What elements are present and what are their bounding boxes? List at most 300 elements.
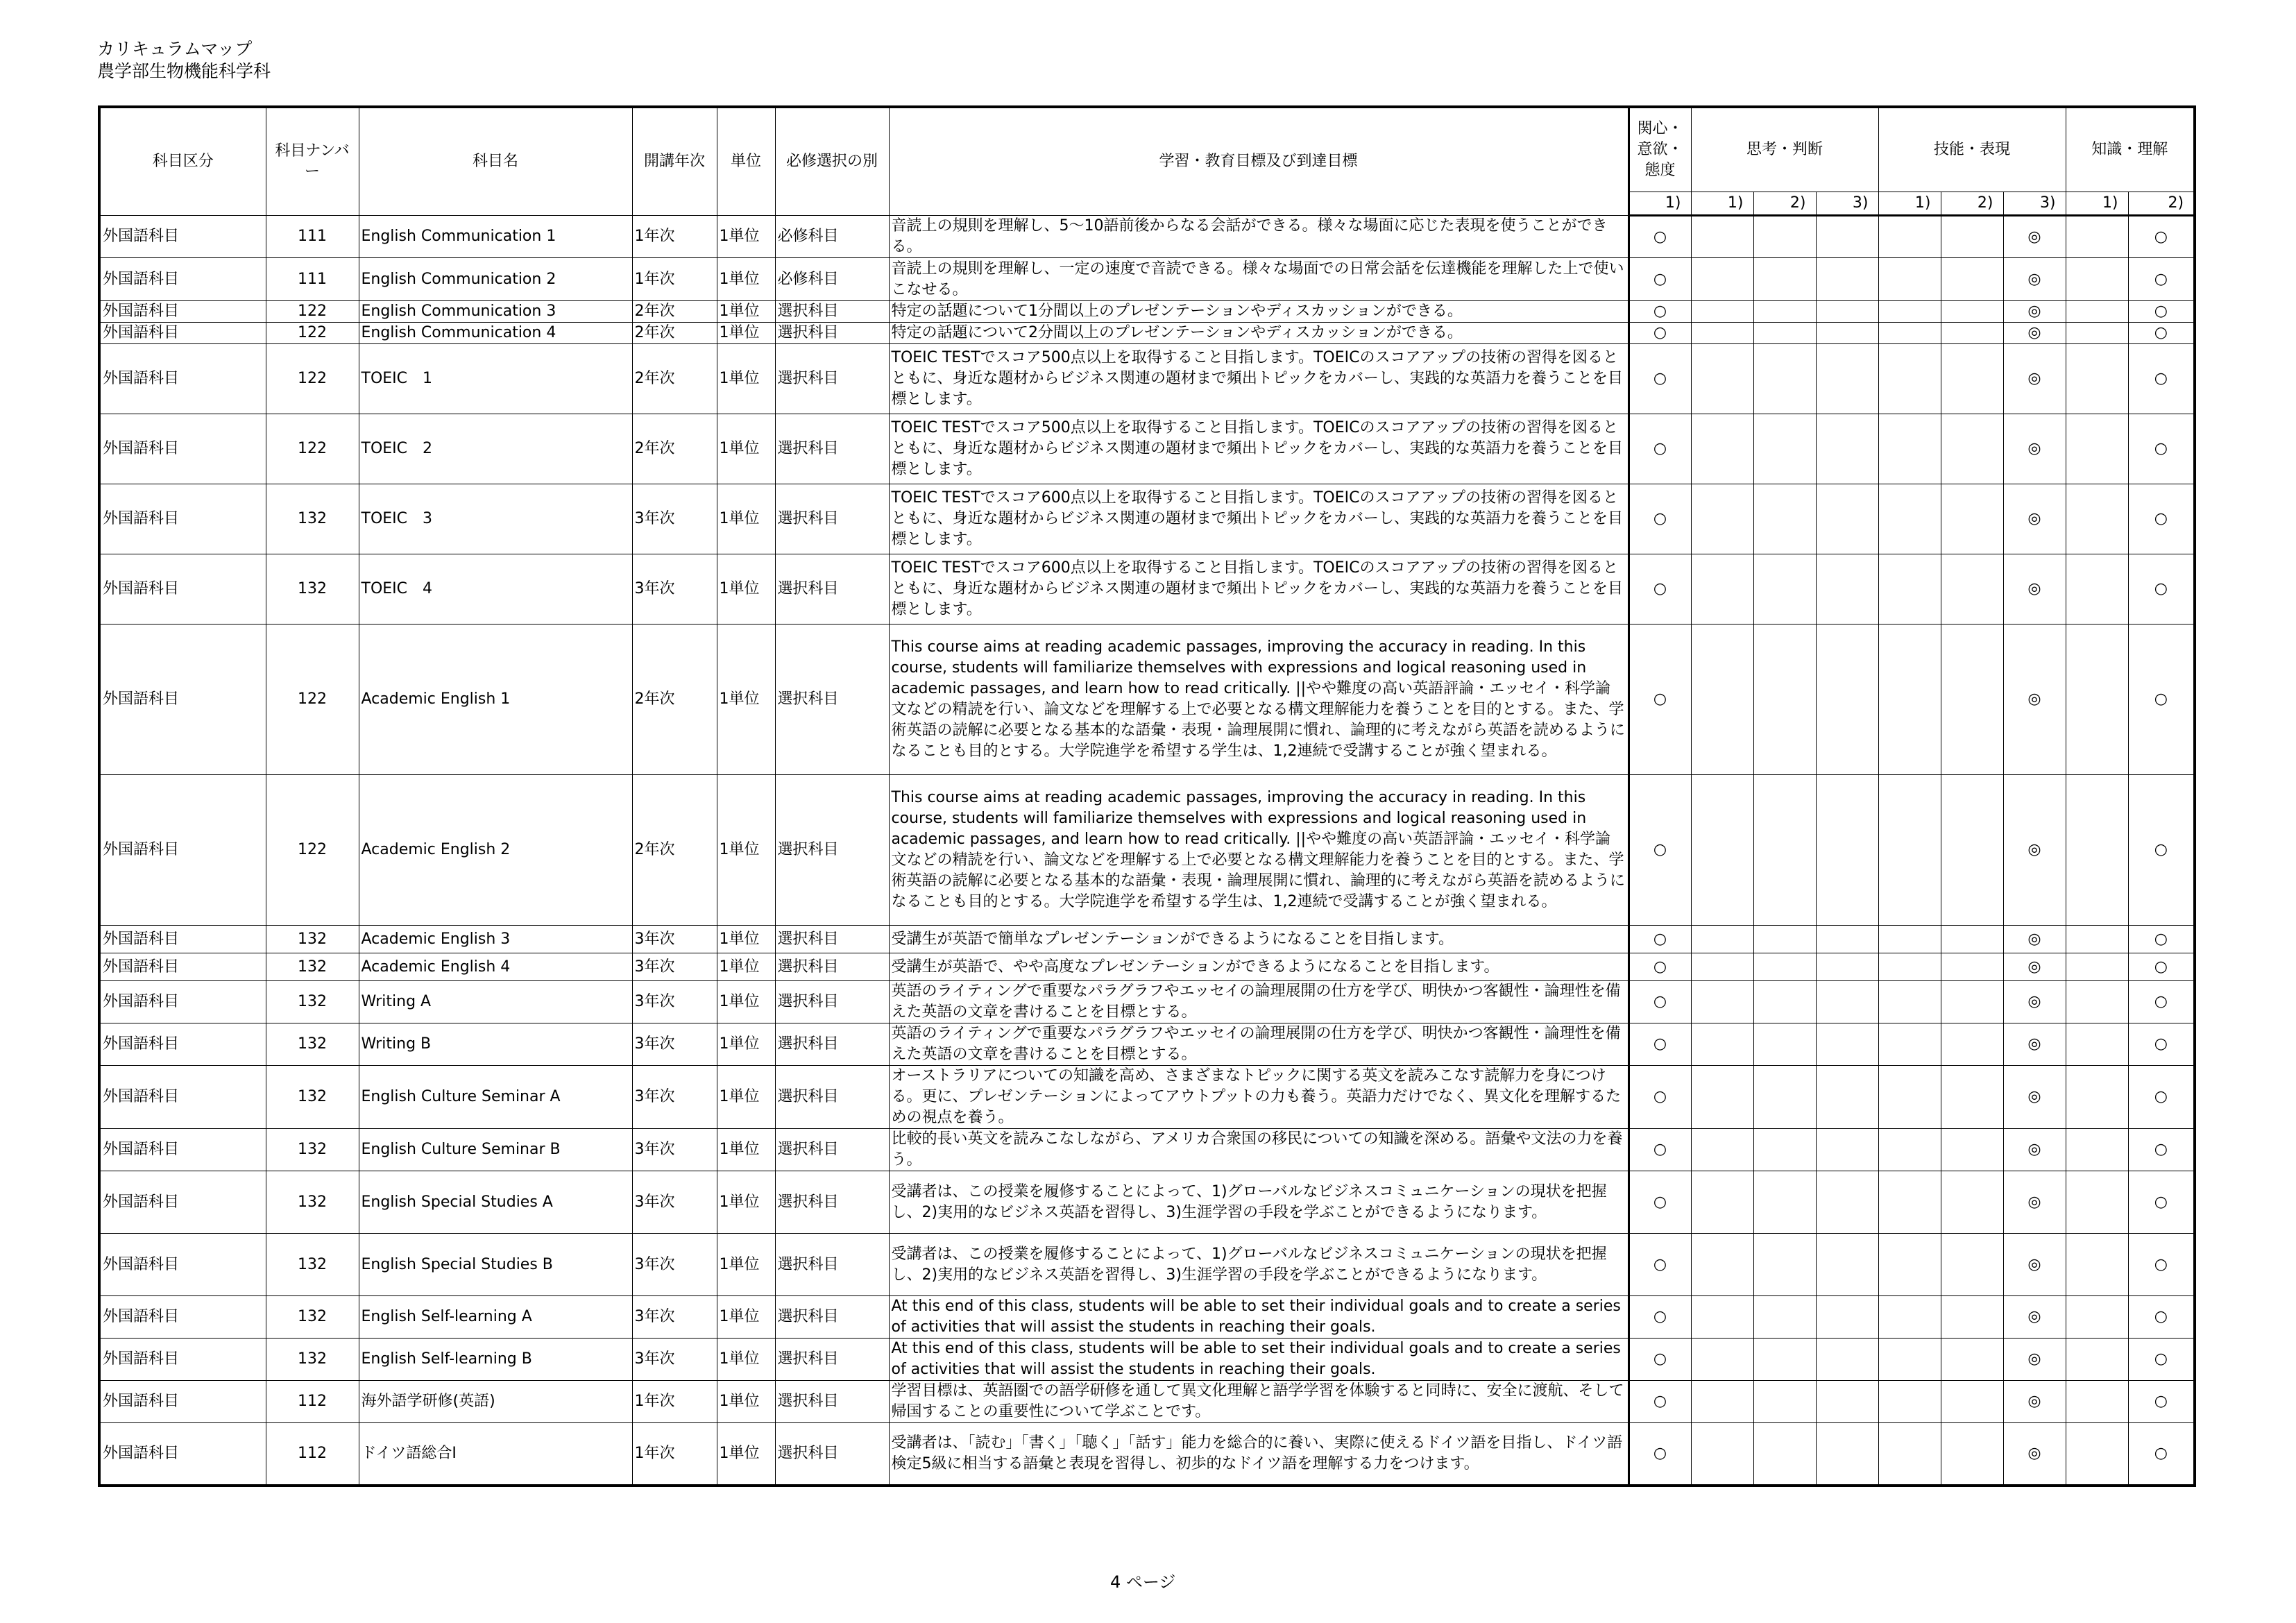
- course-year: 3年次: [632, 1296, 717, 1339]
- mark-skills-1: [1878, 216, 1941, 258]
- course-required: 必修科目: [775, 216, 889, 258]
- course-required: 選択科目: [775, 1171, 889, 1234]
- course-category: 外国語科目: [99, 414, 266, 484]
- mark-skills-1: [1878, 323, 1941, 344]
- mark-skills-3: ◎: [2003, 414, 2066, 484]
- course-goals: 英語のライティングで重要なパラグラフやエッセイの論理展開の仕方を学び、明快かつ客観性・論理性を備えた英語の文章を書けることを目標とする。: [889, 981, 1629, 1023]
- mark-skills-3: ◎: [2003, 323, 2066, 344]
- course-number: 122: [266, 775, 359, 926]
- mark-skills-2: [1941, 323, 2003, 344]
- mark-knowledge-1: [2066, 323, 2128, 344]
- mark-thinking-1: [1691, 926, 1753, 953]
- course-credits: 1単位: [717, 775, 775, 926]
- course-required: 選択科目: [775, 484, 889, 554]
- mark-knowledge-2: ○: [2128, 981, 2195, 1023]
- course-goals: At this end of this class, students will be able to set their individual goals and to create a series of activities that will assist the students in reaching their goals.: [889, 1339, 1629, 1381]
- mark-knowledge-1: [2066, 554, 2128, 624]
- course-name: English Culture Seminar A: [359, 1066, 632, 1129]
- course-number: 122: [266, 323, 359, 344]
- mark-thinking-3: [1816, 323, 1878, 344]
- mark-skills-1: [1878, 1171, 1941, 1234]
- course-required: 選択科目: [775, 554, 889, 624]
- mark-skills-1: [1878, 414, 1941, 484]
- course-credits: 1単位: [717, 1234, 775, 1296]
- curriculum-map-table: [98, 105, 2196, 1487]
- table-row: [99, 258, 2195, 301]
- mark-knowledge-1: [2066, 926, 2128, 953]
- mark-interest-1: ○: [1629, 1339, 1691, 1381]
- mark-thinking-2: [1753, 624, 1816, 775]
- sub-knowledge-1: 1): [2066, 192, 2128, 216]
- course-required: 選択科目: [775, 1423, 889, 1486]
- mark-skills-2: [1941, 1381, 2003, 1423]
- table-row: [99, 344, 2195, 414]
- mark-skills-1: [1878, 624, 1941, 775]
- course-required: 選択科目: [775, 1339, 889, 1381]
- course-credits: 1単位: [717, 1381, 775, 1423]
- course-credits: 1単位: [717, 1171, 775, 1234]
- course-category: 外国語科目: [99, 1129, 266, 1171]
- col-thinking: 思考・判断: [1691, 107, 1878, 192]
- course-credits: 1単位: [717, 484, 775, 554]
- mark-knowledge-2: ○: [2128, 554, 2195, 624]
- course-name: English Self-learning B: [359, 1339, 632, 1381]
- mark-thinking-1: [1691, 414, 1753, 484]
- mark-skills-1: [1878, 554, 1941, 624]
- course-category: 外国語科目: [99, 301, 266, 323]
- mark-knowledge-1: [2066, 624, 2128, 775]
- mark-knowledge-2: ○: [2128, 484, 2195, 554]
- mark-skills-3: ◎: [2003, 344, 2066, 414]
- mark-knowledge-2: ○: [2128, 1129, 2195, 1171]
- mark-thinking-1: [1691, 953, 1753, 981]
- col-interest: 関心・意欲・態度: [1629, 107, 1691, 192]
- mark-skills-2: [1941, 953, 2003, 981]
- sub-thinking-1: 1): [1691, 192, 1753, 216]
- mark-skills-2: [1941, 624, 2003, 775]
- course-number: 122: [266, 624, 359, 775]
- mark-skills-2: [1941, 1339, 2003, 1381]
- course-number: 122: [266, 414, 359, 484]
- mark-skills-3: ◎: [2003, 624, 2066, 775]
- mark-skills-2: [1941, 1296, 2003, 1339]
- mark-skills-1: [1878, 1066, 1941, 1129]
- mark-skills-2: [1941, 554, 2003, 624]
- mark-knowledge-1: [2066, 1234, 2128, 1296]
- mark-thinking-3: [1816, 484, 1878, 554]
- course-category: 外国語科目: [99, 981, 266, 1023]
- sub-knowledge-2: 2): [2128, 192, 2195, 216]
- course-year: 3年次: [632, 981, 717, 1023]
- course-credits: 1単位: [717, 216, 775, 258]
- mark-knowledge-1: [2066, 216, 2128, 258]
- mark-thinking-2: [1753, 981, 1816, 1023]
- mark-interest-1: ○: [1629, 1066, 1691, 1129]
- mark-thinking-3: [1816, 1381, 1878, 1423]
- mark-thinking-1: [1691, 1296, 1753, 1339]
- sub-skills-1: 1): [1878, 192, 1941, 216]
- course-category: 外国語科目: [99, 1066, 266, 1129]
- course-category: 外国語科目: [99, 926, 266, 953]
- page-number: 4 ページ: [1110, 1572, 1176, 1592]
- mark-knowledge-2: ○: [2128, 926, 2195, 953]
- mark-interest-1: ○: [1629, 1296, 1691, 1339]
- mark-thinking-2: [1753, 258, 1816, 301]
- course-required: 選択科目: [775, 981, 889, 1023]
- mark-skills-2: [1941, 344, 2003, 414]
- mark-knowledge-1: [2066, 1296, 2128, 1339]
- mark-knowledge-2: ○: [2128, 414, 2195, 484]
- col-required: 必修選択の別: [775, 107, 889, 216]
- mark-thinking-3: [1816, 216, 1878, 258]
- course-required: 選択科目: [775, 953, 889, 981]
- mark-skills-1: [1878, 344, 1941, 414]
- mark-thinking-3: [1816, 1129, 1878, 1171]
- mark-interest-1: ○: [1629, 258, 1691, 301]
- course-credits: 1単位: [717, 344, 775, 414]
- course-name: Writing A: [359, 981, 632, 1023]
- course-goals: TOEIC TESTでスコア500点以上を取得すること目指します。TOEICのスコアアップの技術の習得を図るとともに、身近な題材からビジネス関連の題材まで頻出トピックをカバーし、実践的な英語力を養うことを目標とします。: [889, 414, 1629, 484]
- course-number: 122: [266, 344, 359, 414]
- mark-thinking-1: [1691, 1423, 1753, 1486]
- mark-knowledge-2: ○: [2128, 1423, 2195, 1486]
- course-year: 3年次: [632, 1234, 717, 1296]
- table-row: [99, 1296, 2195, 1339]
- mark-thinking-3: [1816, 1171, 1878, 1234]
- course-year: 3年次: [632, 1339, 717, 1381]
- course-number: 112: [266, 1423, 359, 1486]
- mark-thinking-3: [1816, 953, 1878, 981]
- table-row: [99, 1234, 2195, 1296]
- course-required: 選択科目: [775, 323, 889, 344]
- mark-knowledge-2: ○: [2128, 1066, 2195, 1129]
- mark-skills-3: ◎: [2003, 554, 2066, 624]
- course-number: 132: [266, 1023, 359, 1066]
- mark-skills-2: [1941, 981, 2003, 1023]
- mark-thinking-1: [1691, 323, 1753, 344]
- table-row: [99, 323, 2195, 344]
- col-year: 開講年次: [632, 107, 717, 216]
- mark-knowledge-1: [2066, 1423, 2128, 1486]
- mark-skills-3: ◎: [2003, 981, 2066, 1023]
- course-category: 外国語科目: [99, 258, 266, 301]
- mark-thinking-2: [1753, 1129, 1816, 1171]
- mark-thinking-2: [1753, 1066, 1816, 1129]
- col-goals: 学習・教育目標及び到達目標: [889, 107, 1629, 216]
- col-category: 科目区分: [99, 107, 266, 216]
- course-year: 3年次: [632, 1023, 717, 1066]
- mark-thinking-3: [1816, 775, 1878, 926]
- mark-interest-1: ○: [1629, 301, 1691, 323]
- course-name: ドイツ語総合I: [359, 1423, 632, 1486]
- table-row: [99, 216, 2195, 258]
- course-goals: TOEIC TESTでスコア600点以上を取得すること目指します。TOEICのスコアアップの技術の習得を図るとともに、身近な題材からビジネス関連の題材まで頻出トピックをカバーし、実践的な英語力を養うことを目標とします。: [889, 484, 1629, 554]
- mark-skills-3: ◎: [2003, 1171, 2066, 1234]
- mark-interest-1: ○: [1629, 1023, 1691, 1066]
- course-credits: 1単位: [717, 323, 775, 344]
- mark-skills-3: ◎: [2003, 301, 2066, 323]
- table-row: [99, 953, 2195, 981]
- course-credits: 1単位: [717, 624, 775, 775]
- course-number: 132: [266, 1234, 359, 1296]
- mark-interest-1: ○: [1629, 554, 1691, 624]
- course-year: 3年次: [632, 1171, 717, 1234]
- course-credits: 1単位: [717, 1423, 775, 1486]
- course-year: 3年次: [632, 1066, 717, 1129]
- course-category: 外国語科目: [99, 1381, 266, 1423]
- mark-knowledge-2: ○: [2128, 1339, 2195, 1381]
- course-year: 3年次: [632, 953, 717, 981]
- table-row: [99, 624, 2195, 775]
- course-number: 112: [266, 1381, 359, 1423]
- course-goals: TOEIC TESTでスコア500点以上を取得すること目指します。TOEICのスコアアップの技術の習得を図るとともに、身近な題材からビジネス関連の題材まで頻出トピックをカバーし、実践的な英語力を養うことを目標とします。: [889, 344, 1629, 414]
- table-row: [99, 1171, 2195, 1234]
- course-credits: 1単位: [717, 258, 775, 301]
- course-category: 外国語科目: [99, 953, 266, 981]
- mark-skills-1: [1878, 1234, 1941, 1296]
- course-category: 外国語科目: [99, 1234, 266, 1296]
- mark-skills-3: ◎: [2003, 1066, 2066, 1129]
- mark-thinking-1: [1691, 775, 1753, 926]
- col-knowledge: 知識・理解: [2066, 107, 2195, 192]
- mark-skills-1: [1878, 775, 1941, 926]
- mark-interest-1: ○: [1629, 1423, 1691, 1486]
- course-goals: 受講者は、この授業を履修することによって、1)グローバルなビジネスコミュニケーションの現状を把握し、2)実用的なビジネス英語を習得し、3)生涯学習の手段を学ぶことができるようになります。: [889, 1171, 1629, 1234]
- course-name: English Self-learning A: [359, 1296, 632, 1339]
- table-row: [99, 484, 2195, 554]
- course-name: Academic English 4: [359, 953, 632, 981]
- mark-thinking-2: [1753, 926, 1816, 953]
- course-name: English Special Studies A: [359, 1171, 632, 1234]
- course-number: 122: [266, 301, 359, 323]
- course-number: 111: [266, 216, 359, 258]
- mark-thinking-3: [1816, 554, 1878, 624]
- course-name: English Communication 2: [359, 258, 632, 301]
- mark-thinking-3: [1816, 301, 1878, 323]
- mark-skills-2: [1941, 484, 2003, 554]
- course-required: 選択科目: [775, 775, 889, 926]
- mark-knowledge-1: [2066, 1339, 2128, 1381]
- mark-skills-1: [1878, 1339, 1941, 1381]
- mark-knowledge-1: [2066, 344, 2128, 414]
- mark-skills-2: [1941, 216, 2003, 258]
- course-number: 132: [266, 1339, 359, 1381]
- department-title: 農学部生物機能科学科: [97, 61, 271, 81]
- course-goals: 英語のライティングで重要なパラグラフやエッセイの論理展開の仕方を学び、明快かつ客観性・論理性を備えた英語の文章を書けることを目標とする。: [889, 1023, 1629, 1066]
- col-skills: 技能・表現: [1878, 107, 2066, 192]
- mark-thinking-2: [1753, 1381, 1816, 1423]
- course-name: Writing B: [359, 1023, 632, 1066]
- mark-knowledge-2: ○: [2128, 1171, 2195, 1234]
- course-category: 外国語科目: [99, 1296, 266, 1339]
- course-year: 1年次: [632, 258, 717, 301]
- course-name: English Communication 3: [359, 301, 632, 323]
- mark-interest-1: ○: [1629, 981, 1691, 1023]
- mark-skills-1: [1878, 981, 1941, 1023]
- course-credits: 1単位: [717, 1296, 775, 1339]
- course-goals: This course aims at reading academic passages, improving the accuracy in reading. In this course, students will familiarize themselves with expressions and logical reasoning used in academic passages, and learn how to read critically. ||やや難度の高い英語評論・エッセイ・科学論文などの精読を行い、論文などを理解する上で必要となる構文理解能力を養うことを目的とする。また、学術英語の読解に必要となる基本的な語彙・表現・論理展開に慣れ、論理的に考えながら英語を読めるようになることも目的とする。大学院進学を希望する学生は、1,2連続で受講することが強く望まれる。: [889, 775, 1629, 926]
- mark-thinking-1: [1691, 624, 1753, 775]
- course-required: 選択科目: [775, 1296, 889, 1339]
- mark-knowledge-2: ○: [2128, 216, 2195, 258]
- course-year: 3年次: [632, 926, 717, 953]
- course-year: 2年次: [632, 414, 717, 484]
- mark-skills-2: [1941, 414, 2003, 484]
- course-goals: 受講者は、「読む」「書く」「聴く」「話す」能力を総合的に養い、実際に使えるドイツ語を目指し、ドイツ語検定5級に相当する語彙と表現を習得し、初歩的なドイツ語を理解する力をつけます。: [889, 1423, 1629, 1486]
- mark-interest-1: ○: [1629, 1129, 1691, 1171]
- mark-skills-2: [1941, 926, 2003, 953]
- table-row: [99, 981, 2195, 1023]
- course-credits: 1単位: [717, 1129, 775, 1171]
- course-goals: This course aims at reading academic passages, improving the accuracy in reading. In this course, students will familiarize themselves with expressions and logical reasoning used in academic passages, and learn how to read critically. ||やや難度の高い英語評論・エッセイ・科学論文などの精読を行い、論文などを理解する上で必要となる構文理解能力を養うことを目的とする。また、学術英語の読解に必要となる基本的な語彙・表現・論理展開に慣れ、論理的に考えながら英語を読めるようになることも目的とする。大学院進学を希望する学生は、1,2連続で受講することが強く望まれる。: [889, 624, 1629, 775]
- mark-thinking-2: [1753, 1423, 1816, 1486]
- mark-thinking-1: [1691, 981, 1753, 1023]
- mark-skills-3: ◎: [2003, 1339, 2066, 1381]
- course-year: 2年次: [632, 624, 717, 775]
- mark-thinking-2: [1753, 301, 1816, 323]
- course-name: TOEIC 2: [359, 414, 632, 484]
- mark-thinking-2: [1753, 1296, 1816, 1339]
- course-name: English Culture Seminar B: [359, 1129, 632, 1171]
- mark-knowledge-1: [2066, 301, 2128, 323]
- mark-skills-1: [1878, 953, 1941, 981]
- mark-thinking-1: [1691, 301, 1753, 323]
- table-row: [99, 1423, 2195, 1486]
- course-required: 選択科目: [775, 926, 889, 953]
- mark-thinking-3: [1816, 1023, 1878, 1066]
- mark-skills-1: [1878, 301, 1941, 323]
- mark-skills-1: [1878, 484, 1941, 554]
- mark-thinking-3: [1816, 258, 1878, 301]
- mark-skills-2: [1941, 775, 2003, 926]
- course-year: 2年次: [632, 323, 717, 344]
- mark-thinking-3: [1816, 981, 1878, 1023]
- course-required: 選択科目: [775, 1066, 889, 1129]
- course-goals: オーストラリアについての知識を高め、さまざまなトピックに関する英文を読みこなす読解力を身につける。更に、プレゼンテーションによってアウトプットの力も養う。英語力だけでなく、異文化を理解するための視点を養う。: [889, 1066, 1629, 1129]
- course-required: 選択科目: [775, 414, 889, 484]
- mark-thinking-3: [1816, 1339, 1878, 1381]
- mark-knowledge-2: ○: [2128, 323, 2195, 344]
- mark-skills-2: [1941, 1423, 2003, 1486]
- course-credits: 1単位: [717, 301, 775, 323]
- mark-skills-2: [1941, 1129, 2003, 1171]
- mark-knowledge-2: ○: [2128, 1296, 2195, 1339]
- course-goals: 特定の話題について2分間以上のプレゼンテーションやディスカッションができる。: [889, 323, 1629, 344]
- course-goals: 比較的長い英文を読みこなしながら、アメリカ合衆国の移民についての知識を深める。語彙や文法の力を養う。: [889, 1129, 1629, 1171]
- mark-knowledge-2: ○: [2128, 344, 2195, 414]
- mark-skills-3: ◎: [2003, 1296, 2066, 1339]
- course-required: 選択科目: [775, 1234, 889, 1296]
- course-name: Academic English 2: [359, 775, 632, 926]
- mark-interest-1: ○: [1629, 624, 1691, 775]
- course-category: 外国語科目: [99, 216, 266, 258]
- table-row: [99, 414, 2195, 484]
- mark-thinking-2: [1753, 1339, 1816, 1381]
- mark-knowledge-2: ○: [2128, 953, 2195, 981]
- mark-interest-1: ○: [1629, 484, 1691, 554]
- mark-thinking-1: [1691, 216, 1753, 258]
- mark-knowledge-2: ○: [2128, 775, 2195, 926]
- mark-skills-2: [1941, 1023, 2003, 1066]
- mark-skills-3: ◎: [2003, 926, 2066, 953]
- course-year: 1年次: [632, 1381, 717, 1423]
- course-goals: 受講生が英語で、やや高度なプレゼンテーションができるようになることを目指します。: [889, 953, 1629, 981]
- table-row: [99, 775, 2195, 926]
- mark-knowledge-1: [2066, 1023, 2128, 1066]
- course-credits: 1単位: [717, 926, 775, 953]
- mark-interest-1: ○: [1629, 323, 1691, 344]
- mark-skills-1: [1878, 926, 1941, 953]
- mark-thinking-2: [1753, 1171, 1816, 1234]
- mark-skills-3: ◎: [2003, 1381, 2066, 1423]
- course-name: 海外語学研修(英語): [359, 1381, 632, 1423]
- table-row: [99, 1066, 2195, 1129]
- course-category: 外国語科目: [99, 1339, 266, 1381]
- col-number: 科目ナンバー: [266, 107, 359, 216]
- course-category: 外国語科目: [99, 323, 266, 344]
- mark-interest-1: ○: [1629, 1171, 1691, 1234]
- mark-thinking-2: [1753, 775, 1816, 926]
- mark-skills-2: [1941, 301, 2003, 323]
- course-category: 外国語科目: [99, 1171, 266, 1234]
- course-number: 132: [266, 1066, 359, 1129]
- mark-thinking-3: [1816, 624, 1878, 775]
- mark-knowledge-2: ○: [2128, 1234, 2195, 1296]
- mark-skills-1: [1878, 1023, 1941, 1066]
- course-number: 132: [266, 981, 359, 1023]
- mark-interest-1: ○: [1629, 216, 1691, 258]
- mark-thinking-2: [1753, 554, 1816, 624]
- course-category: 外国語科目: [99, 484, 266, 554]
- mark-skills-2: [1941, 1171, 2003, 1234]
- table-row: [99, 926, 2195, 953]
- course-number: 132: [266, 953, 359, 981]
- mark-thinking-2: [1753, 1234, 1816, 1296]
- course-number: 132: [266, 1296, 359, 1339]
- mark-thinking-3: [1816, 1066, 1878, 1129]
- mark-thinking-1: [1691, 1381, 1753, 1423]
- mark-skills-1: [1878, 1296, 1941, 1339]
- course-credits: 1単位: [717, 1066, 775, 1129]
- mark-thinking-3: [1816, 344, 1878, 414]
- course-required: 選択科目: [775, 1381, 889, 1423]
- table-row: [99, 1129, 2195, 1171]
- course-year: 2年次: [632, 301, 717, 323]
- mark-thinking-1: [1691, 1129, 1753, 1171]
- mark-skills-3: ◎: [2003, 775, 2066, 926]
- mark-thinking-2: [1753, 344, 1816, 414]
- course-number: 132: [266, 926, 359, 953]
- course-number: 132: [266, 1171, 359, 1234]
- mark-skills-3: ◎: [2003, 484, 2066, 554]
- mark-interest-1: ○: [1629, 1234, 1691, 1296]
- course-number: 132: [266, 554, 359, 624]
- sub-skills-3: 3): [2003, 192, 2066, 216]
- course-name: TOEIC 1: [359, 344, 632, 414]
- course-year: 1年次: [632, 216, 717, 258]
- course-year: 3年次: [632, 1129, 717, 1171]
- mark-interest-1: ○: [1629, 775, 1691, 926]
- mark-skills-3: ◎: [2003, 216, 2066, 258]
- course-name: Academic English 1: [359, 624, 632, 775]
- sub-interest-1: 1): [1629, 192, 1691, 216]
- mark-interest-1: ○: [1629, 926, 1691, 953]
- course-credits: 1単位: [717, 554, 775, 624]
- course-number: 132: [266, 484, 359, 554]
- course-category: 外国語科目: [99, 775, 266, 926]
- col-name: 科目名: [359, 107, 632, 216]
- mark-thinking-1: [1691, 258, 1753, 301]
